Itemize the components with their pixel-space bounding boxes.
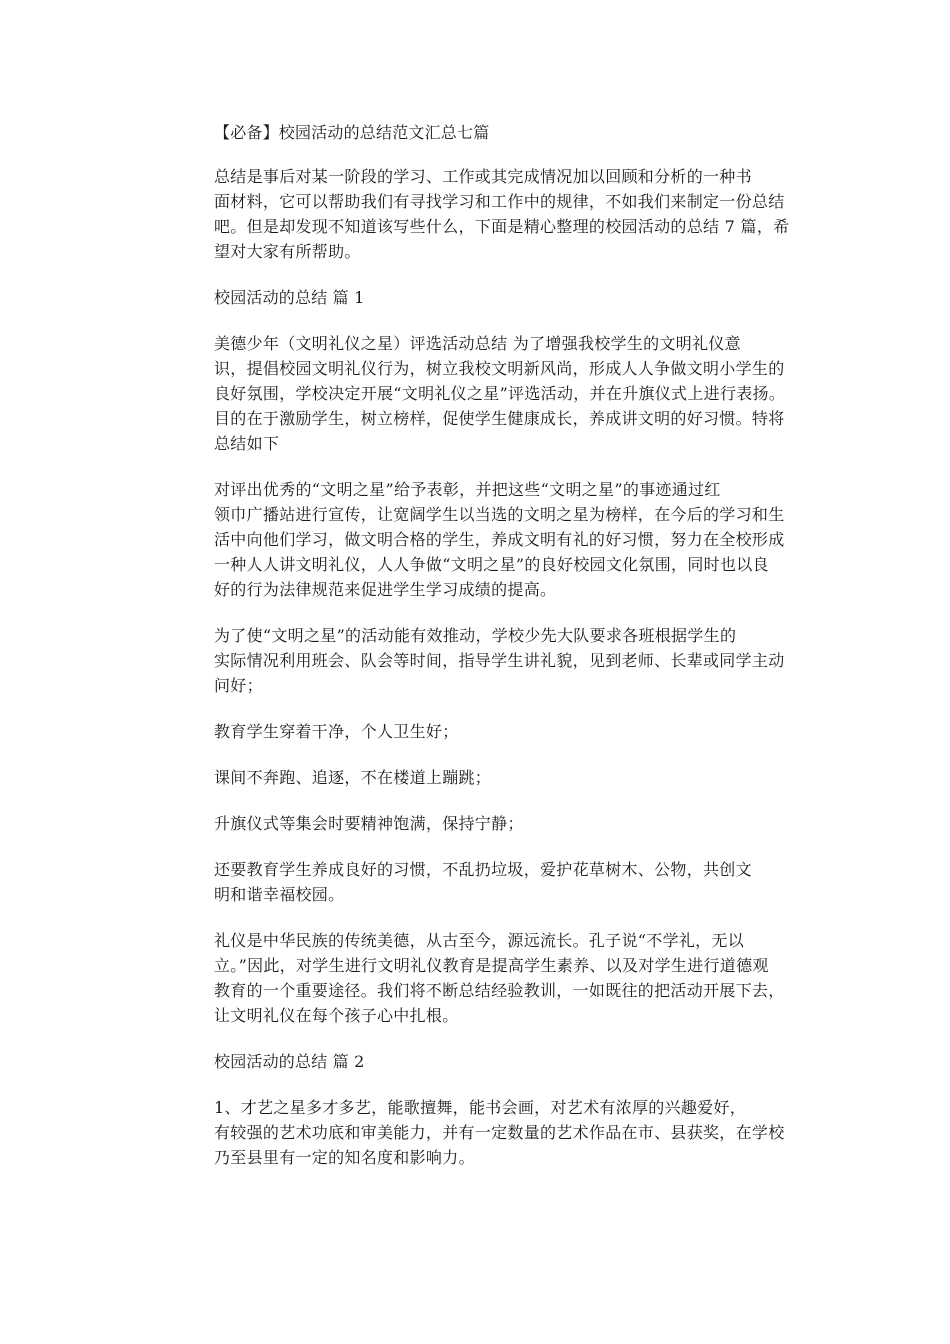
text-line: 问好； <box>214 676 263 695</box>
paragraph <box>180 331 786 456</box>
section-heading-1: 校园活动的总结 篇 1 <box>214 288 365 307</box>
paragraph: 教育学生穿着干净，个人卫生好； <box>214 722 459 741</box>
paragraph <box>180 857 778 907</box>
paragraph: 升旗仪式等集会时要精神饱满，保持宁静； <box>214 814 524 833</box>
text-line: 良好氛围，学校决定开展“文明礼仪之星”评选活动，并在升旗仪式上进行表扬。 <box>214 384 786 403</box>
text-line: 目的在于激励学生，树立榜样，促使学生健康成长，养成讲文明的好习惯。特将 <box>214 409 785 428</box>
text-line: 面材料，它可以帮助我们有寻找学习和工作中的规律，不如我们来制定一份总结 <box>214 192 785 211</box>
text-line: 好的行为法律规范来促进学生学习成绩的提高。 <box>214 580 557 599</box>
text-line: 乃至县里有一定的知名度和影响力。 <box>214 1148 475 1167</box>
text-line: 还要教育学生养成良好的习惯，不乱扔垃圾，爱护花草树木、公物，共创文 <box>214 860 752 879</box>
paragraph <box>180 928 785 1028</box>
text-line: 总结是事后对某一阶段的学习、工作或其完成情况加以回顾和分析的一种书 <box>214 167 752 186</box>
text-line: 领巾广播站进行宣传，让宽阔学生以当选的文明之星为榜样，在今后的学习和生 <box>214 505 785 524</box>
text-line: 让文明礼仪在每个孩子心中扎根。 <box>214 1006 459 1025</box>
text-line: 为了使“文明之星”的活动能有效推动，学校少先大队要求各班根据学生的 <box>214 626 737 645</box>
document-title: 【必备】校园活动的总结范文汇总七篇 <box>214 123 490 142</box>
text-line: 礼仪是中华民族的传统美德，从古至今，源远流长。孔子说“不学礼，无以 <box>214 931 745 950</box>
text-line: 望对大家有所帮助。 <box>214 242 361 261</box>
text-line: 美德少年（文明礼仪之星）评选活动总结 为了增强我校学生的文明礼仪意 <box>214 334 741 353</box>
paragraph <box>180 477 785 602</box>
text-line: 明和谐幸福校园。 <box>214 885 345 904</box>
section-heading-2: 校园活动的总结 篇 2 <box>214 1052 365 1071</box>
text-line: 吧。但是却发现不知道该写些什么，下面是精心整理的校园活动的总结 7 篇，希 <box>214 217 790 236</box>
document-page <box>180 120 790 1191</box>
text-line: 一种人人讲文明礼仪，人人争做“文明之星”的良好校园文化氛围，同时也以良 <box>214 555 769 574</box>
intro-paragraph <box>180 164 790 264</box>
text-line: 识，提倡校园文明礼仪行为，树立我校文明新风尚，形成人人争做文明小学生的 <box>214 359 785 378</box>
paragraph: 课间不奔跑、追逐，不在楼道上蹦跳； <box>214 768 492 787</box>
paragraph <box>180 623 785 698</box>
text-line: 教育的一个重要途径。我们将不断总结经验教训，一如既往的把活动开展下去， <box>214 981 785 1000</box>
text-line: 总结如下 <box>214 434 280 453</box>
text-line: 有较强的艺术功底和审美能力，并有一定数量的艺术作品在市、县获奖，在学校 <box>214 1123 785 1142</box>
text-line: 1、才艺之星多才多艺，能歌擅舞，能书会画，对艺术有浓厚的兴趣爱好， <box>214 1098 747 1117</box>
paragraph <box>180 1095 785 1170</box>
text-line: 对评出优秀的“文明之星”给予表彰，并把这些“文明之星”的事迹通过红 <box>214 480 721 499</box>
text-line: 实际情况利用班会、队会等时间，指导学生讲礼貌，见到老师、长辈或同学主动 <box>214 651 785 670</box>
text-line: 立。”因此，对学生进行文明礼仪教育是提高学生素养、以及对学生进行道德观 <box>214 956 769 975</box>
text-line: 活中向他们学习，做文明合格的学生，养成文明有礼的好习惯，努力在全校形成 <box>214 530 785 549</box>
